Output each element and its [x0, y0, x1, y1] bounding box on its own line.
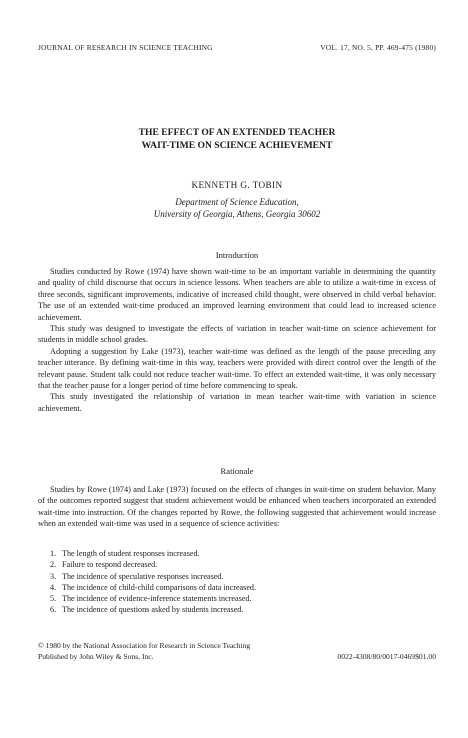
- paragraph: Studies conducted by Rowe (1974) have shown wait-time to be an important variable in determining the quantity and quality of child discourse that occurs in science lessons. When teachers are able to utilize a wait-time in excess of three seconds, significant improvements, indicative of increased child thought, were observed in child verbal behavior. The use of an extended wait-time produced an improved learning environment that could lead to increased science achievement.: [38, 267, 436, 322]
- list-number: 6.: [50, 605, 57, 615]
- list-number: 2.: [50, 560, 57, 570]
- publisher-line: Published by John Wiley & Sons, Inc.: [38, 652, 154, 661]
- page-footer: [38, 640, 436, 662]
- list-item: [50, 548, 430, 559]
- list-number: 1.: [50, 549, 57, 558]
- affiliation-line: Department of Science Education,: [175, 197, 299, 207]
- paragraph: Adopting a suggestion by Lake (1973), teacher wait-time was defined as the length of the pause preceding any teacher utterance. By defining wait-time in this way, teachers were provided with direct control over the length of the relevant pause. Student talk could not reduce teacher wait-time. To effect an extended wait-time, it was only necessary that the teacher pause for a longer period of time before commencing to speak.: [38, 346, 436, 391]
- article-code: 0022-4308/80/0017-0469$01.00: [337, 652, 436, 661]
- title-line: WAIT-TIME ON SCIENCE ACHIEVEMENT: [141, 140, 333, 151]
- achievement-changes-list: [50, 548, 430, 616]
- list-item: [50, 604, 430, 615]
- author-name: KENNETH G. TOBIN: [191, 180, 283, 190]
- list-text: The incidence of evidence-inference statements increased.: [62, 594, 252, 604]
- paragraph: This study investigated the relationship of variation in mean teacher wait-time with variation in science achievement.: [38, 392, 436, 413]
- list-text: The incidence of questions asked by students increased.: [62, 605, 244, 615]
- title-line: THE EFFECT OF AN EXTENDED TEACHER: [138, 127, 336, 138]
- publisher-row: [38, 651, 436, 662]
- introduction-body: [38, 266, 436, 414]
- list-text: The length of student responses increased.: [62, 549, 200, 558]
- list-item: [50, 571, 430, 582]
- list-text: Failure to respond decreased.: [62, 560, 158, 570]
- running-head: [38, 43, 436, 52]
- list-item: [50, 582, 430, 593]
- volume-info: VOL. 17, NO. 5, PP. 469-475 (1980): [320, 43, 436, 52]
- introduction-heading: Introduction: [215, 250, 259, 260]
- list-item: [50, 593, 430, 604]
- rationale-heading: Rationale: [220, 466, 254, 476]
- paragraph: This study was designed to investigate the effects of variation in teacher wait-time on science achievement for students in middle school grades.: [38, 324, 436, 345]
- list-number: 3.: [50, 571, 57, 581]
- paragraph: Studies by Rowe (1974) and Lake (1973) focused on the effects of changes in wait-time on student behavior. Many of the outcomes reported suggest that student achievement would be enhanced when teachers incorporated an extended wait-time into instruction. Of the changes reported by Rowe, the following suggested that achievement would increase when an extended wait-time was used in a sequence of science activities:: [38, 485, 436, 529]
- list-item: [50, 559, 430, 570]
- affiliation-line: University of Georgia, Athens, Georgia 30602: [153, 209, 321, 219]
- journal-name: JOURNAL OF RESEARCH IN SCIENCE TEACHING: [38, 43, 213, 52]
- list-number: 4.: [50, 582, 57, 592]
- rationale-body: [38, 484, 436, 530]
- list-number: 5.: [50, 594, 57, 604]
- article-title: [38, 126, 436, 152]
- list-text: The incidence of speculative responses increased.: [62, 571, 224, 581]
- list-text: The incidence of child-child comparisons of data increased.: [62, 582, 257, 592]
- copyright-line: © 1980 by the National Association for Research in Science Teaching: [38, 641, 251, 650]
- author-affiliation: [38, 196, 436, 220]
